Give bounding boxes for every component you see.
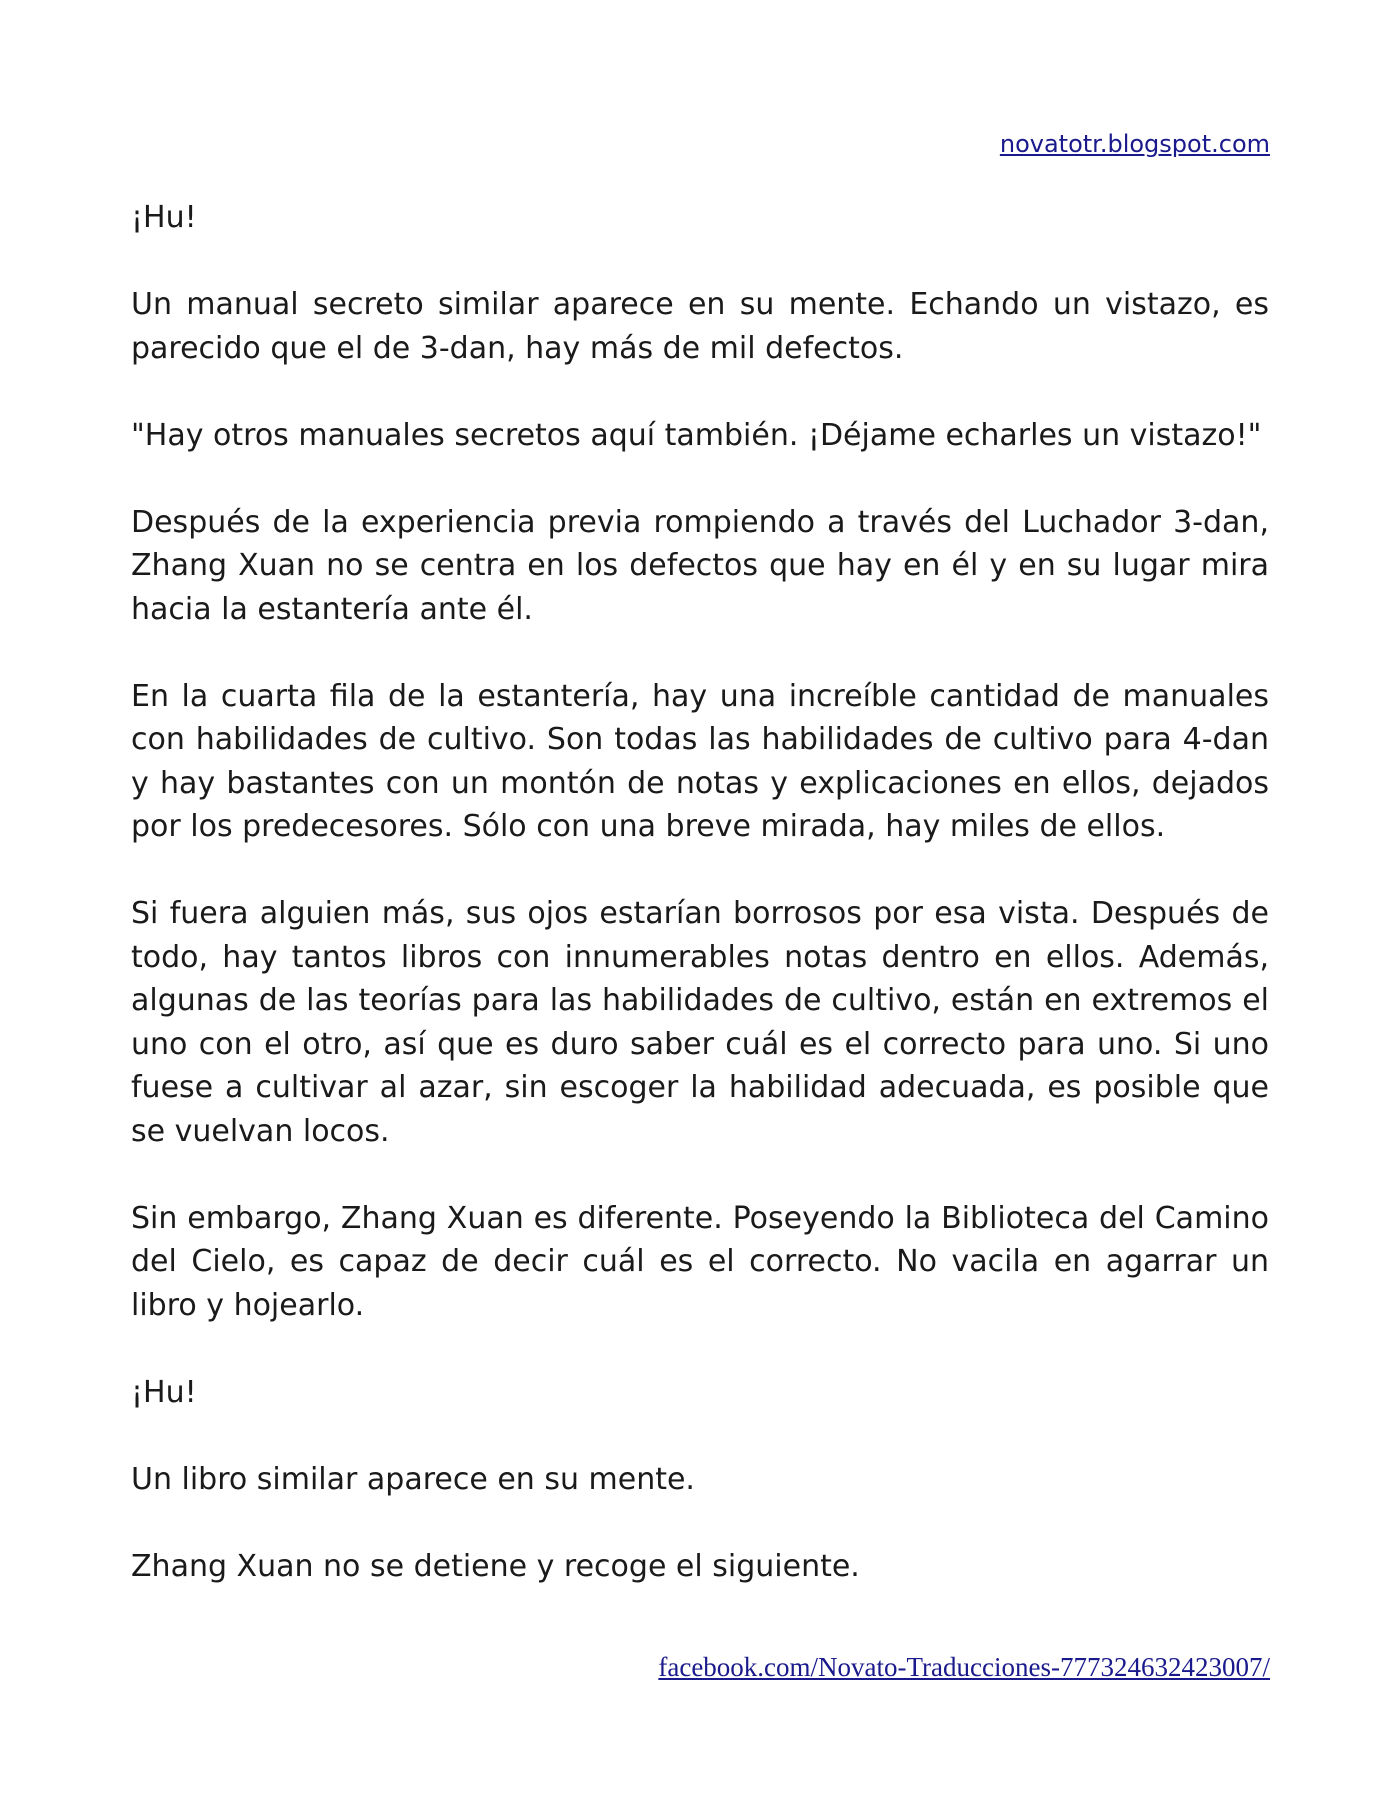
footer-facebook-link[interactable]: facebook.com/Novato-Traducciones-777324632423007/ [658, 1652, 1270, 1682]
paragraph: En la cuarta fila de la estantería, hay una increíble cantidad de manuales con habilidades de cultivo. Son todas las habilidades de cultivo para 4-dan y hay bastantes con un montón de notas y explicaciones en ellos, dejados por los predecesores. Sólo con una breve mirada, hay miles de ellos. [131, 678, 1269, 844]
paragraph: Zhang Xuan no se detiene y recoge el siguiente. [131, 1548, 860, 1584]
document-body [131, 196, 1269, 1632]
paragraph: Si fuera alguien más, sus ojos estarían borrosos por esa vista. Después de todo, hay tantos libros con innumerables notas dentro en ellos. Además, algunas de las teorías para las habilidades de cultivo, están en extremos el uno con el otro, así que es duro saber cuál es el correcto para uno. Si uno fuese a cultivar al azar, sin escoger la habilidad adecuada, es posible que se vuelvan locos. [131, 896, 1269, 1149]
paragraph: Sin embargo, Zhang Xuan es diferente. Poseyendo la Biblioteca del Camino del Cielo, es capaz de decir cuál es el correcto. No vacila en agarrar un libro y hojearlo. [131, 1200, 1269, 1323]
paragraph: "Hay otros manuales secretos aquí también. ¡Déjame echarles un vistazo!" [131, 417, 1262, 453]
paragraph: Un manual secreto similar aparece en su mente. Echando un vistazo, es parecido que el de 3-dan, hay más de mil defectos. [131, 287, 1269, 366]
paragraph: Después de la experiencia previa rompiendo a través del Luchador 3-dan, Zhang Xuan no se centra en los defectos que hay en él y en su lugar mira hacia la estantería ante él. [131, 504, 1269, 627]
paragraph: ¡Hu! [131, 200, 197, 235]
paragraph: ¡Hu! [131, 1374, 197, 1410]
header-blog-link[interactable]: novatotr.blogspot.com [999, 130, 1270, 158]
paragraph: Un libro similar aparece en su mente. [131, 1461, 695, 1497]
